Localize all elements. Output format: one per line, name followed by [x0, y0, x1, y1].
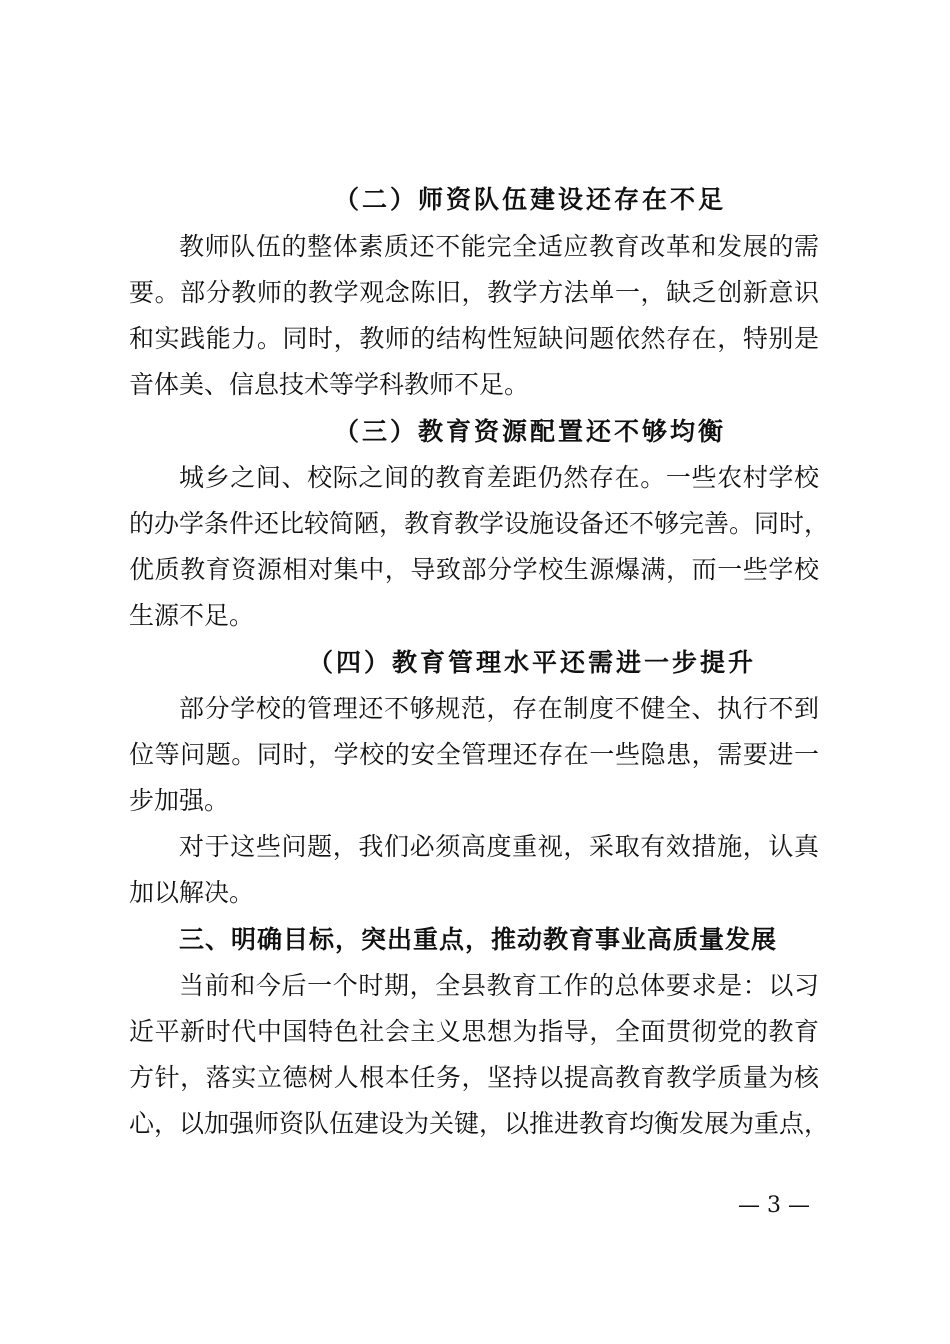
section-2-heading: （二）师资队伍建设还存在不足 — [334, 185, 727, 214]
paragraph-line: 步加强。 — [129, 786, 230, 815]
paragraph-line: 部分学校的管理还不够规范，存在制度不健全、执行不到 — [179, 694, 819, 723]
paragraph-line: 优质教育资源相对集中，导致部分学校生源爆满，而一些学校 — [129, 555, 819, 584]
paragraph-line: 音体美、信息技术等学科教师不足。 — [129, 370, 530, 399]
part-3-heading: 三、明确目标，突出重点，推动教育事业高质量发展 — [179, 925, 778, 954]
paragraph-line: 心，以加强师资队伍建设为关键，以推进教育均衡发展为重点， — [129, 1109, 830, 1138]
paragraph-line: 位等问题。同时，学校的安全管理还存在一些隐患，需要进一 — [129, 740, 819, 769]
paragraph-line: 教师队伍的整体素质还不能完全适应教育改革和发展的需 — [179, 232, 819, 261]
paragraph-line: 加以解决。 — [129, 878, 255, 907]
paragraph-line: 生源不足。 — [129, 601, 255, 630]
paragraph-line: 当前和今后一个时期，全县教育工作的总体要求是：以习 — [179, 971, 819, 1000]
section-4-heading: （四）教育管理水平还需进一步提升 — [308, 648, 757, 677]
paragraph-line: 要。部分教师的教学观念陈旧，教学方法单一，缺乏创新意识 — [129, 278, 819, 307]
page-number: — 3 — — [738, 1193, 810, 1218]
paragraph-line: 的办学条件还比较简陋，教育教学设施设备还不够完善。同时， — [129, 509, 830, 538]
section-3-heading: （三）教育资源配置还不够均衡 — [334, 417, 727, 446]
paragraph-line: 城乡之间、校际之间的教育差距仍然存在。一些农村学校 — [179, 463, 819, 492]
paragraph-line: 和实践能力。同时，教师的结构性短缺问题依然存在，特别是 — [129, 324, 819, 353]
paragraph-line: 方针，落实立德树人根本任务，坚持以提高教育教学质量为核 — [129, 1063, 819, 1092]
paragraph-line: 对于这些问题，我们必须高度重视，采取有效措施，认真 — [179, 832, 819, 861]
paragraph-line: 近平新时代中国特色社会主义思想为指导，全面贯彻党的教育 — [129, 1017, 819, 1046]
